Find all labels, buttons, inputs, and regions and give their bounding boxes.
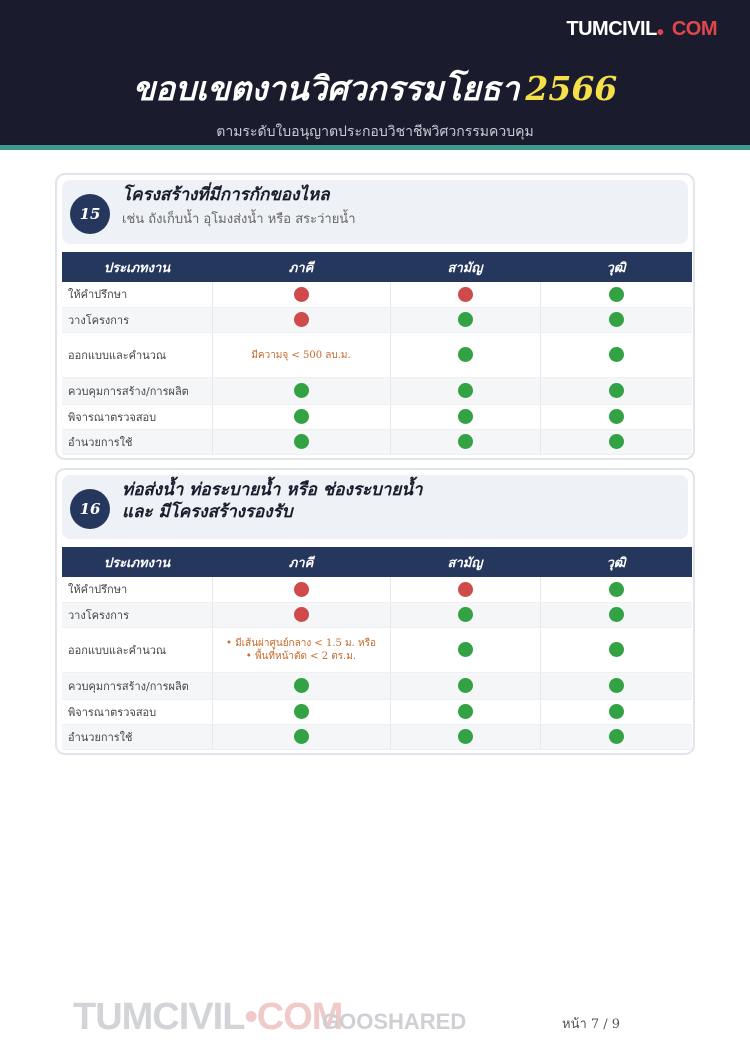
title-year: 2566 xyxy=(525,69,618,108)
section-title: ท่อส่งน้ำ ท่อระบายน้ำ หรือ ช่องระบายน้ำ และ มีโครงสร้างรองรับ xyxy=(122,480,423,522)
table-row xyxy=(62,307,692,332)
column-header: วุฒิ xyxy=(540,252,692,282)
table-row xyxy=(62,577,692,602)
column-header: สามัญ xyxy=(390,252,540,282)
allowed-dot xyxy=(294,704,309,719)
allowed-dot xyxy=(609,434,624,449)
allowed-dot xyxy=(458,678,473,693)
brand-logo: TUMCIVIL• COM xyxy=(566,18,717,45)
row-label: อำนวยการใช้ xyxy=(62,724,212,749)
page-subtitle: ตามระดับใบอนุญาตประกอบวิชาชีพวิศวกรรมควบคุม xyxy=(216,124,534,140)
allowed-dot xyxy=(609,704,624,719)
gooshared-logo: GOOSHARED xyxy=(322,1009,467,1034)
license-table xyxy=(62,547,692,750)
row-label: ให้คำปรึกษา xyxy=(62,577,212,602)
page-number: หน้า 7 / 9 xyxy=(562,1017,621,1032)
section-card-15 xyxy=(55,173,695,460)
column-header: ภาคี xyxy=(212,547,390,577)
not-allowed-dot xyxy=(458,582,473,597)
table-row xyxy=(62,332,692,377)
table-row xyxy=(62,282,692,307)
header-divider xyxy=(0,145,750,150)
allowed-dot xyxy=(294,678,309,693)
allowed-dot xyxy=(458,729,473,744)
column-header: ภาคี xyxy=(212,252,390,282)
row-label: อำนวยการใช้ xyxy=(62,429,212,454)
license-table xyxy=(62,252,692,455)
allowed-dot xyxy=(609,607,624,622)
row-label: ออกแบบและคำนวณ xyxy=(62,332,212,377)
allowed-dot xyxy=(609,347,624,362)
allowed-dot xyxy=(458,312,473,327)
page-header xyxy=(0,0,750,145)
allowed-dot xyxy=(458,607,473,622)
allowed-dot xyxy=(458,383,473,398)
not-allowed-dot xyxy=(294,582,309,597)
allowed-dot xyxy=(294,383,309,398)
not-allowed-dot xyxy=(458,287,473,302)
row-label: วางโครงการ xyxy=(62,307,212,332)
table-header-row xyxy=(62,547,692,577)
allowed-dot xyxy=(609,287,624,302)
row-label: วางโครงการ xyxy=(62,602,212,627)
allowed-dot xyxy=(294,729,309,744)
table-row xyxy=(62,672,692,699)
table-row xyxy=(62,724,692,749)
allowed-dot xyxy=(458,347,473,362)
table-row xyxy=(62,429,692,454)
page-title: ขอบเขตงานวิศวกรรมโยธา 2566 xyxy=(132,69,618,108)
column-header: วุฒิ xyxy=(540,547,692,577)
section-card-16 xyxy=(55,468,695,755)
section-subtitle: เช่น ถังเก็บน้ำ อุโมงส่งน้ำ หรือ สระว่ายน้ำ xyxy=(122,212,356,227)
table-header-row xyxy=(62,252,692,282)
section-header xyxy=(62,475,688,539)
row-label: ควบคุมการสร้าง/การผลิต xyxy=(62,377,212,404)
section-number-badge: 15 xyxy=(70,194,110,234)
allowed-dot xyxy=(294,409,309,424)
allowed-dot xyxy=(609,582,624,597)
allowed-dot xyxy=(609,729,624,744)
table-row xyxy=(62,602,692,627)
table-row xyxy=(62,627,692,672)
condition-note: • มีเส้นผ่าศูนย์กลาง < 1.5 ม. หรือ xyxy=(226,637,376,649)
not-allowed-dot xyxy=(294,607,309,622)
allowed-dot xyxy=(458,434,473,449)
allowed-dot xyxy=(609,678,624,693)
allowed-dot xyxy=(458,409,473,424)
not-allowed-dot xyxy=(294,287,309,302)
condition-note: • พื้นที่หน้าตัด < 2 ตร.ม. xyxy=(245,650,357,662)
allowed-dot xyxy=(458,642,473,657)
footer-brand-logo: TUMCIVIL•COM xyxy=(73,996,343,1038)
column-header: ประเภทงาน xyxy=(62,252,212,282)
section-number-badge: 16 xyxy=(70,489,110,529)
row-label: ให้คำปรึกษา xyxy=(62,282,212,307)
column-header: ประเภทงาน xyxy=(62,547,212,577)
condition-note: มีความจุ < 500 ลบ.ม. xyxy=(251,349,351,361)
row-label: พิจารณาตรวจสอบ xyxy=(62,699,212,724)
not-allowed-dot xyxy=(294,312,309,327)
table-row xyxy=(62,404,692,429)
allowed-dot xyxy=(458,704,473,719)
column-header: สามัญ xyxy=(390,547,540,577)
row-label: ควบคุมการสร้าง/การผลิต xyxy=(62,672,212,699)
allowed-dot xyxy=(609,312,624,327)
allowed-dot xyxy=(609,383,624,398)
allowed-dot xyxy=(609,409,624,424)
allowed-dot xyxy=(294,434,309,449)
table-row xyxy=(62,377,692,404)
table-row xyxy=(62,699,692,724)
section-header xyxy=(62,180,688,244)
allowed-dot xyxy=(609,642,624,657)
section-title: โครงสร้างที่มีการกักของไหล xyxy=(122,185,330,205)
row-label: ออกแบบและคำนวณ xyxy=(62,627,212,672)
row-label: พิจารณาตรวจสอบ xyxy=(62,404,212,429)
